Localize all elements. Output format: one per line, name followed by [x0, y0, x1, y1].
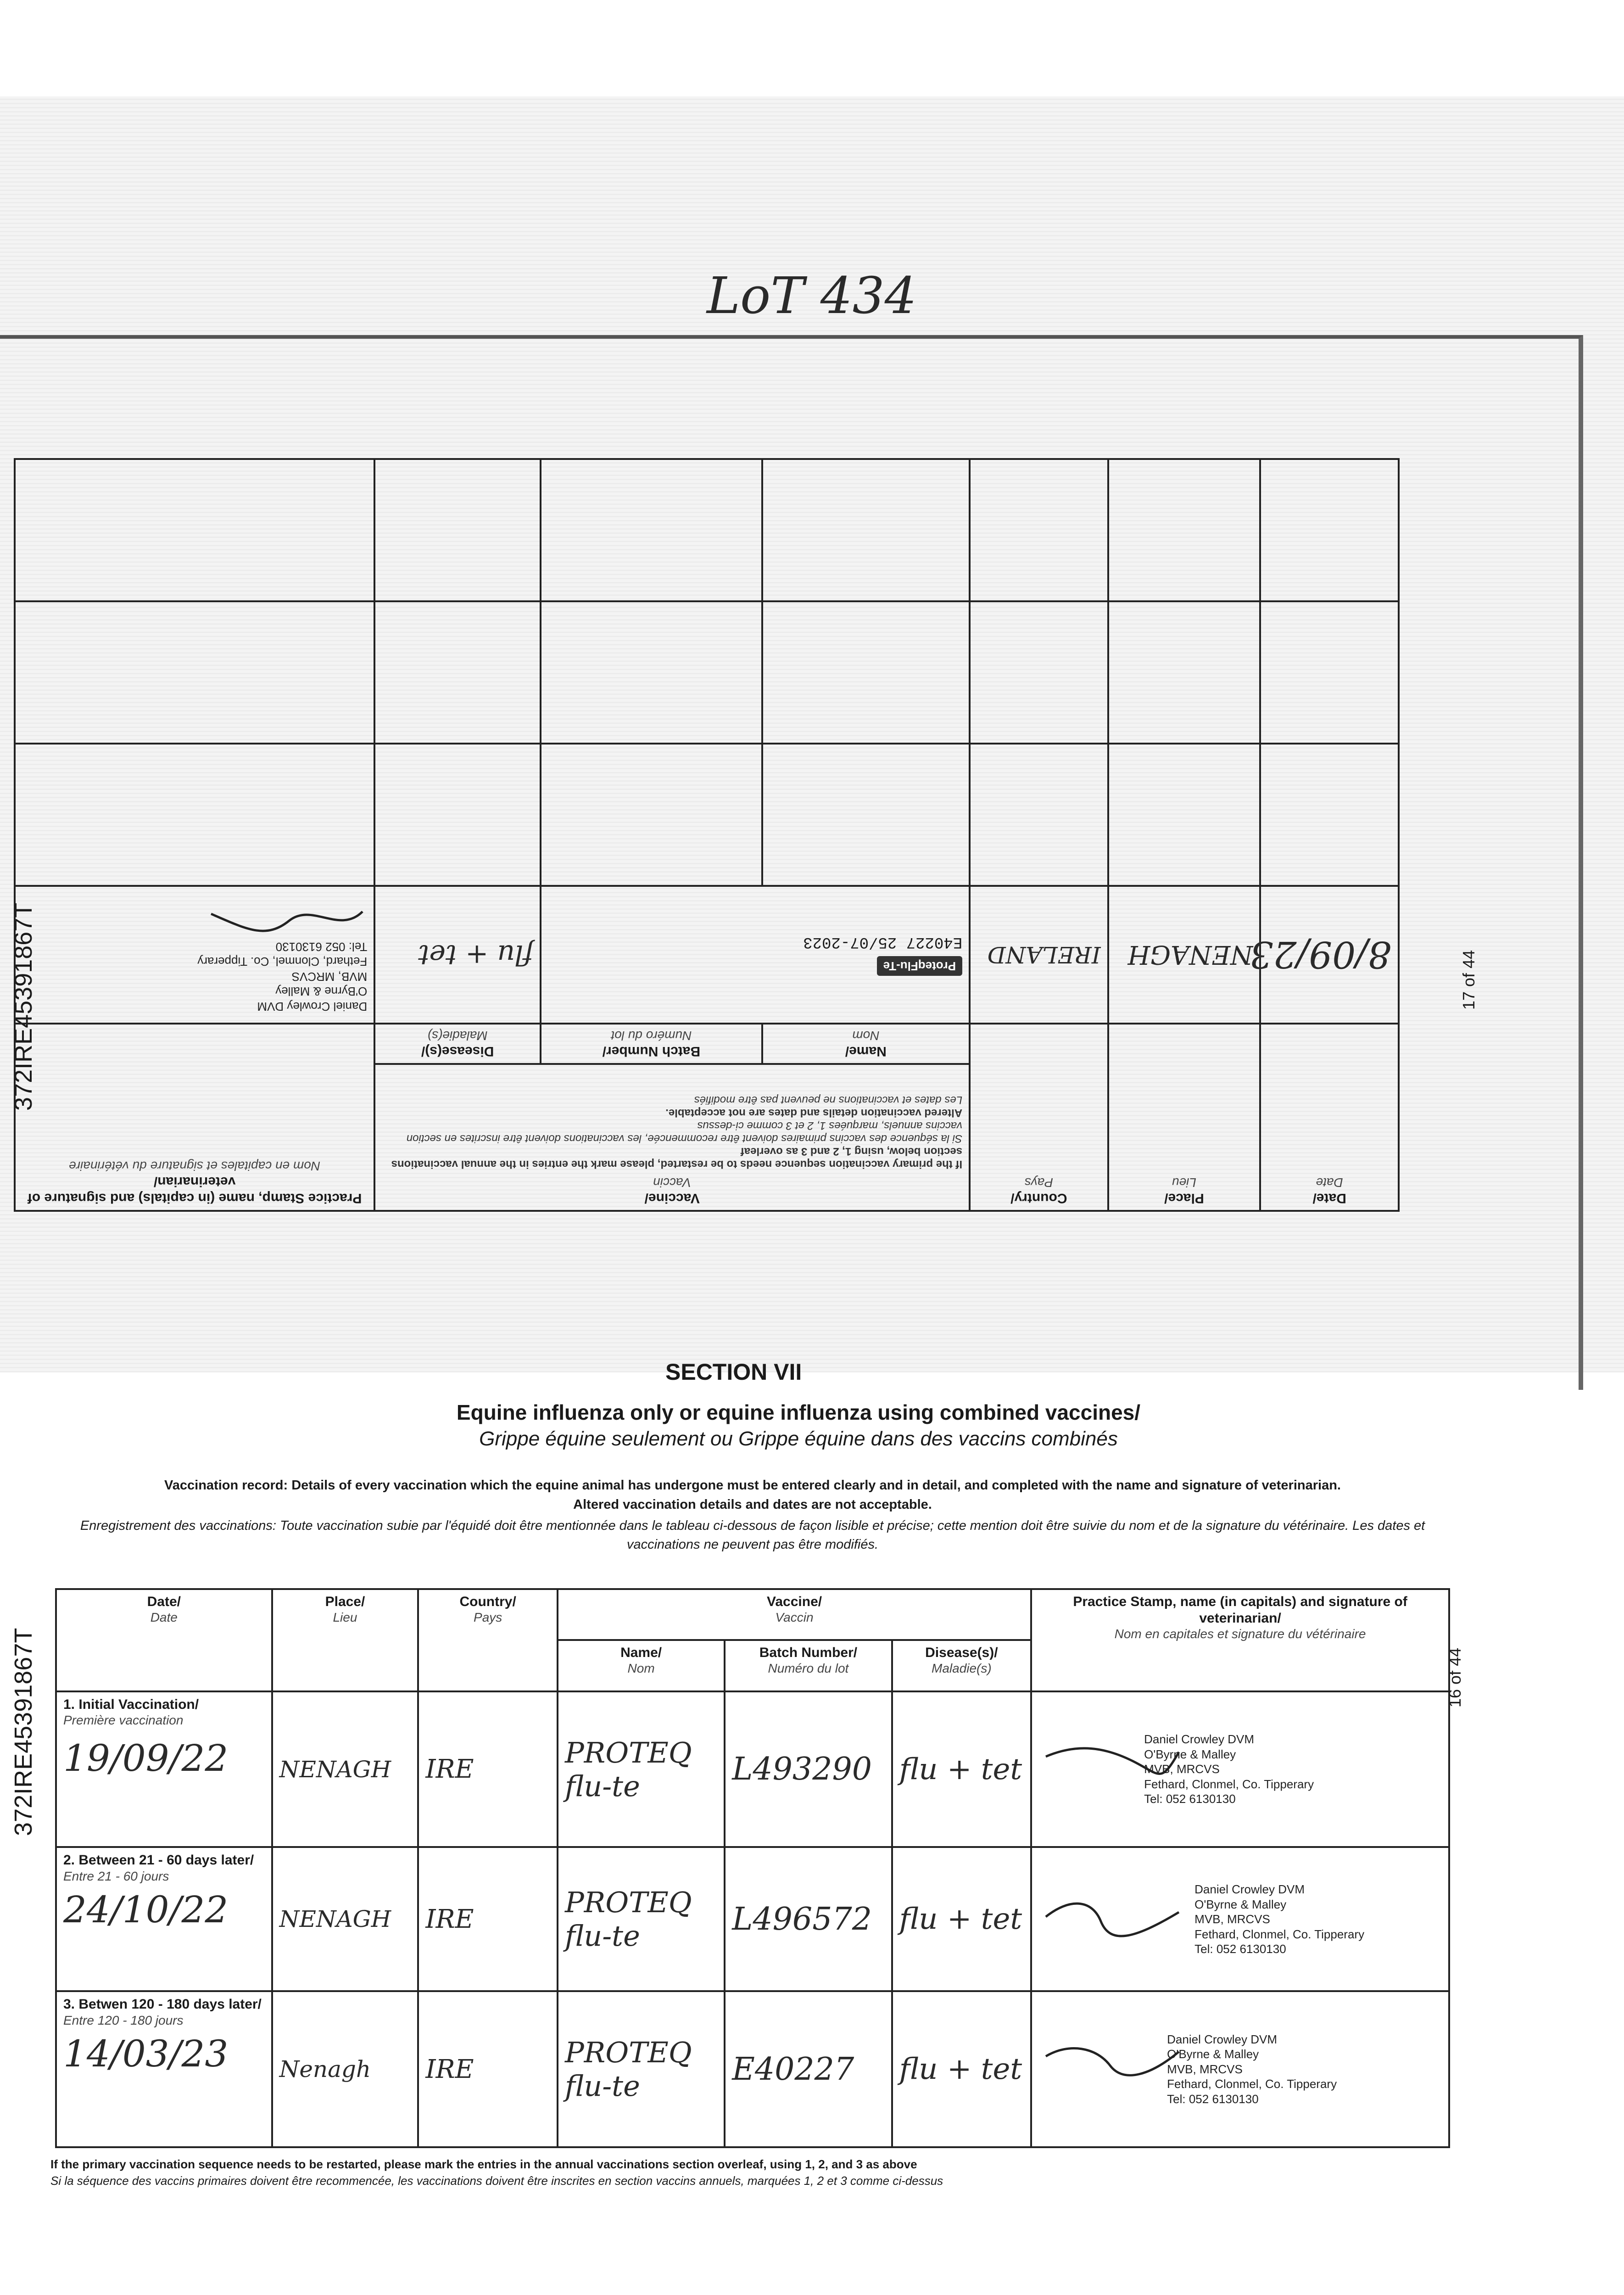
upper-table-row	[15, 886, 1399, 1024]
row-2-place: NENAGH	[272, 1847, 419, 1991]
lower-page-number: 16 of 44	[1445, 1647, 1464, 1707]
proteqflu-logo: ProteqFlu-Te	[877, 957, 962, 976]
upper-header-country: Country/ Pays	[970, 1024, 1108, 1211]
upper-table-row	[15, 744, 1399, 886]
upper-header-stamp: Practice Stamp, name (in capitals) and signature of veterinarian/ Nom en capitales et signature du vétérinaire	[15, 1024, 374, 1211]
row-1-disease: flu + tet	[892, 1691, 1032, 1847]
upper-altered-en: Altered vaccination details and dates are not acceptable.	[665, 1107, 963, 1119]
lower-side-id: 372IRE45391867T	[10, 1628, 37, 1836]
upper-header-disease: Disease(s)/ Maladie(s)	[374, 1024, 541, 1064]
row-2-disease: flu + tet	[892, 1847, 1032, 1991]
upper-page-number: 17 of 44	[1459, 950, 1478, 1010]
upper-altered-fr: Les dates et vaccinations ne peuvent pas être modifiés	[694, 1094, 963, 1106]
lot-annotation: LoT 434	[707, 266, 917, 325]
row-3-date-cell: 3. Betwen 120 - 180 days later/ Entre 120 - 180 jours 14/03/23	[56, 1991, 272, 2147]
upper-entry-batch: E40227 25/07-2023	[803, 933, 963, 951]
upper-header-date: Date/ Date	[1260, 1024, 1399, 1211]
signature-icon	[1041, 1734, 1188, 1789]
upper-entry-stamp	[15, 886, 374, 1024]
row-2-country: IRE	[418, 1847, 558, 1991]
upper-entry-disease: flu + tet	[374, 886, 541, 1024]
row-3-date: 14/03/23	[63, 2032, 229, 2075]
row-1-vaccine-name: PROTEQ flu-te	[558, 1691, 725, 1847]
upper-header-place: Place/ Lieu	[1108, 1024, 1261, 1211]
row-1-date-cell: 1. Initial Vaccination/ Première vaccination 19/09/22	[56, 1691, 272, 1847]
signature-icon	[1041, 2033, 1188, 2088]
vet-stamp: Daniel Crowley DVM O'Byrne & Malley MVB, MRCVS Fethard, Clonmel, Co. Tipperary Tel: 052 6130130	[1144, 1732, 1314, 1806]
row-1-date: 19/09/22	[63, 1737, 229, 1780]
vet-stamp: Daniel Crowley DVM O'Byrne & Malley MVB, MRCVS Fethard, Clonmel, Co. Tipperary Tel: 052 6130130	[1167, 2032, 1337, 2106]
row-1-batch: L493290	[725, 1691, 892, 1847]
lower-header-stamp: Practice Stamp, name (in capitals) and signature of veterinarian/ Nom en capitales et signature du vétérinaire	[1031, 1589, 1449, 1691]
upper-vaccination-table	[14, 459, 1400, 1212]
table-row	[56, 1847, 1449, 1991]
lower-header-batch: Batch Number/ Numéro du lot	[725, 1640, 892, 1691]
upper-table-row	[15, 459, 1399, 601]
row-3-stamp	[1031, 1991, 1449, 2147]
row-2-batch: L496572	[725, 1847, 892, 1991]
lower-header-name: Name/ Nom	[558, 1640, 725, 1691]
upper-entry-date: 8/09/23	[1260, 886, 1399, 1024]
lower-header-country: Country/ Pays	[418, 1589, 558, 1691]
lower-vaccination-table	[55, 1588, 1450, 2148]
row-1-stamp	[1031, 1691, 1449, 1847]
row-2-stamp	[1031, 1847, 1449, 1991]
row-3-disease: flu + tet	[892, 1991, 1032, 2147]
row-2-date-cell: 2. Between 21 - 60 days later/ Entre 21 - 60 jours 24/10/22	[56, 1847, 272, 1991]
record-text-fr: Enregistrement des vaccinations: Toute vaccination subie par l'équidé doit être mentionnée dans le tableau ci-dessous de façon lisible et précise; cette mention doit être suivie du nom et de la signature du vétérinaire. Les dates et vaccinations ne peuvent pas être modifiés.	[80, 1518, 1425, 1552]
vet-stamp: Daniel Crowley DVM O'Byrne & Malley MVB, MRCVS Fethard, Clonmel, Co. Tipperary Tel: 052 6130130	[197, 940, 368, 1013]
row-1-country: IRE	[418, 1691, 558, 1847]
lower-header-vaccine: Vaccine/ Vaccin	[558, 1589, 1031, 1640]
upper-entry-place: NENAGH	[1108, 886, 1261, 1024]
upper-entry-vaccine-label	[541, 886, 970, 1024]
upper-side-id: 372IRE45391867T	[10, 902, 37, 1111]
upper-entry-country: IRELAND	[970, 886, 1108, 1024]
footer-note-en: If the primary vaccination sequence needs to be restarted, please mark the entries in the annual vaccinations section overleaf, using 1, 2, and 3 as above	[50, 2157, 917, 2171]
lower-header-date: Date/ Date	[56, 1589, 272, 1691]
signature-icon	[1041, 1889, 1188, 1944]
row-2-date: 24/10/22	[63, 1888, 229, 1931]
lower-header-disease: Disease(s)/ Maladie(s)	[892, 1640, 1032, 1691]
signature-icon	[202, 898, 367, 939]
upper-header-batch: Batch Number/ Numéro du lot	[541, 1024, 762, 1064]
record-text-en: Vaccination record: Details of every vaccination which the equine animal has undergone must be entered clearly and in detail, and completed with the name and signature of veterinarian.	[164, 1478, 1341, 1493]
row-3-country: IRE	[418, 1991, 558, 2147]
upper-table-row	[15, 601, 1399, 744]
row-3-place: Nenagh	[272, 1991, 419, 2147]
row-3-batch: E40227	[725, 1991, 892, 2147]
upper-notice-fr: Si la séquence des vaccins primaires doivent être recommencée, les vaccinations doivent être inscrites en section vaccins annuels, marquées 1, 2 et 3 comme ci-dessus	[406, 1120, 963, 1145]
table-row	[56, 1991, 1449, 2147]
record-text-en-2: Altered vaccination details and dates are not acceptable.	[573, 1497, 932, 1512]
upper-header-vaccine: Vaccine/ Vaccin If the primary vaccination sequence needs to be restarted, please mark the entries in the annual vaccinations section below, using 1, 2 and 3 as overleaf Si la séquence des vaccins primaires doivent être recommencée, les vaccinations doivent être inscrites en section vaccins annuels, marquées 1, 2 et 3 comme ci-dessus Altered vaccination details and dates are not acceptable. Les dates et vaccinations ne peuvent pas être modifiés	[374, 1064, 970, 1211]
upper-notice-en: If the primary vaccination sequence needs to be restarted, please mark the entries in the annual vaccinations section below, using 1, 2 and 3 as overleaf	[391, 1145, 963, 1170]
section-title: SECTION VII	[665, 1359, 802, 1385]
upper-header-name: Name/ Nom	[762, 1024, 970, 1064]
row-3-vaccine-name: PROTEQ flu-te	[558, 1991, 725, 2147]
section-heading-fr: Grippe équine seulement ou Grippe équine dans des vaccins combinés	[479, 1427, 1118, 1450]
section-heading-en: Equine influenza only or equine influenza using combined vaccines/	[456, 1400, 1141, 1424]
row-2-vaccine-name: PROTEQ flu-te	[558, 1847, 725, 1991]
table-row	[56, 1691, 1449, 1847]
vet-stamp: Daniel Crowley DVM O'Byrne & Malley MVB, MRCVS Fethard, Clonmel, Co. Tipperary Tel: 052 6130130	[1194, 1882, 1365, 1956]
row-1-place: NENAGH	[272, 1691, 419, 1847]
footer-note-fr: Si la séquence des vaccins primaires doivent être recommencée, les vaccinations doivent être inscrites en section vaccins annuels, marquées 1, 2 et 3 comme ci-dessus	[50, 2174, 943, 2188]
lower-header-place: Place/ Lieu	[272, 1589, 419, 1691]
